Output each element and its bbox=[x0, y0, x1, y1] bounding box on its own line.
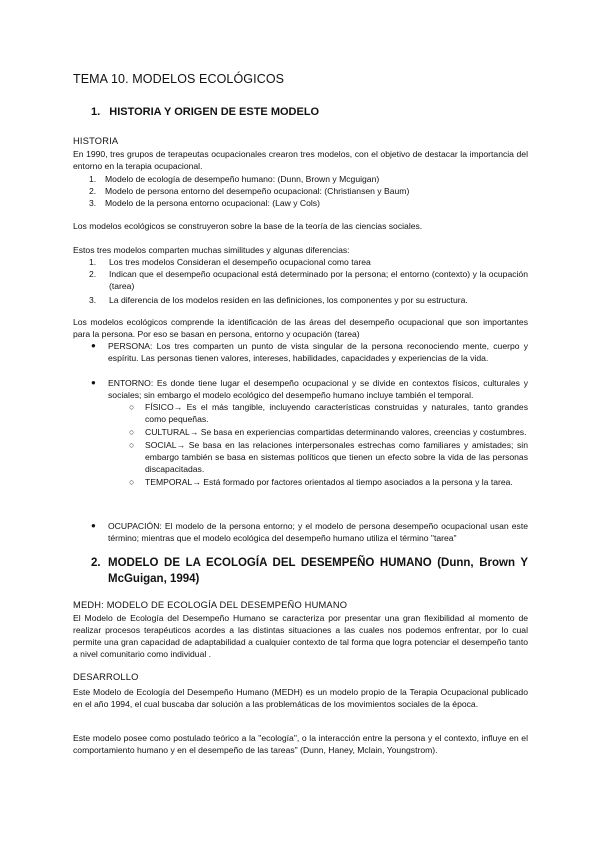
list-item bbox=[89, 185, 528, 197]
list-number: 3. bbox=[89, 198, 97, 208]
list-text: CULTURAL→ Se basa en experiencias compartidas determinando valores, creencias y costumbres. bbox=[145, 427, 527, 437]
desarrollo-label: DESARROLLO bbox=[73, 672, 139, 682]
list-item bbox=[89, 268, 528, 292]
list-text: FÍSICO→ Es el más tangible, incluyendo características construidas y naturales, tanto grandes como pequeñas. bbox=[145, 402, 528, 424]
list-text: Los tres modelos Consideran el desempeño ocupacional como tarea bbox=[109, 257, 371, 267]
medh-paragraph: El Modelo de Ecología del Desempeño Humano se caracteriza por presentar una gran flexibilidad al momento de realizar procesos terapéuticos acordes a las distintas situaciones a las cuales nos podemos enfrentar, por lo cual permite una gran capacidad de adaptabilidad a cualquier contexto de tal forma que logra potenciar el desempeño tanto a nivel comunitario como individual . bbox=[73, 613, 528, 659]
areas-paragraph: Los modelos ecológicos comprende la identificación de las áreas del desempeño ocupacional que son importantes para la persona. Por eso se basan en persona, entorno y ocupación (tarea) bbox=[73, 317, 528, 339]
section-2-heading bbox=[91, 555, 528, 587]
similarities-intro: Estos tres modelos comparten muchas similitudes y algunas diferencias: bbox=[73, 245, 350, 255]
list-number: 3. bbox=[89, 295, 97, 305]
contexts-list bbox=[129, 401, 528, 488]
list-item bbox=[89, 256, 528, 268]
section-1-heading bbox=[91, 106, 319, 118]
entorno-item: ENTORNO: Es donde tiene lugar el desempeño ocupacional y se divide en contextos físicos, culturales y sociales; sin embargo el modelo ecológico del desempeño humano incluye también el temporal. bbox=[108, 378, 528, 400]
list-text: La diferencia de los modelos residen en las definiciones, los componentes y por su estructura. bbox=[109, 295, 468, 305]
similarities-list bbox=[89, 256, 528, 306]
bullet-icon: ● bbox=[91, 341, 96, 350]
document-title: TEMA 10. MODELOS ECOLÓGICOS bbox=[73, 72, 285, 86]
circle-bullet-icon: ○ bbox=[129, 402, 135, 412]
section-title: MODELO DE LA ECOLOGÍA DEL DESEMPEÑO HUMANO (Dunn, Brown Y McGuigan, 1994) bbox=[108, 557, 528, 585]
list-item bbox=[129, 439, 528, 475]
list-text: Modelo de ecología de desempeño humano: (Dunn, Brown y Mcguigan) bbox=[105, 174, 380, 184]
list-text: SOCIAL→ Se basa en las relaciones interpersonales estrechas como familiares y amistades; sin embargo también se basa en sistemas políticos que tienen un efecto sobre la vida de las personas discapacitadas. bbox=[145, 440, 528, 474]
historia-label: HISTORIA bbox=[73, 136, 119, 146]
circle-bullet-icon: ○ bbox=[129, 440, 135, 450]
medh-label: MEDH: MODELO DE ECOLOGÍA DEL DESEMPEÑO HUMANO bbox=[73, 600, 348, 610]
circle-bullet-icon: ○ bbox=[129, 427, 135, 437]
ocupacion-item: OCUPACIÓN: El modelo de la persona entorno; y el modelo de persona desempeño ocupacional usan este término; mientras que el modelo ecológica del desempeño humano utiliza el término "tarea" bbox=[108, 521, 528, 543]
models-list bbox=[89, 173, 528, 209]
list-number: 2. bbox=[89, 186, 97, 196]
list-text: Modelo de la persona entorno ocupacional: (Law y Cols) bbox=[105, 198, 320, 208]
section-number: 1. bbox=[91, 106, 101, 118]
list-number: 1. bbox=[89, 257, 97, 267]
list-text: Indican que el desempeño ocupacional está determinado por la persona; el entorno (contexto) y la ocupación (tarea) bbox=[109, 269, 528, 291]
list-item bbox=[129, 401, 528, 425]
section-title: HISTORIA Y ORIGEN DE ESTE MODELO bbox=[109, 106, 320, 118]
list-item bbox=[89, 294, 528, 306]
bullet-icon: ● bbox=[91, 378, 96, 387]
circle-bullet-icon: ○ bbox=[129, 477, 135, 487]
list-item bbox=[129, 426, 528, 438]
list-number: 2. bbox=[89, 269, 97, 279]
list-text: Modelo de persona entorno del desempeño ocupacional: (Christiansen y Baum) bbox=[105, 186, 410, 196]
section-number: 2. bbox=[91, 557, 101, 569]
list-item bbox=[89, 173, 528, 185]
persona-item: PERSONA: Los tres comparten un punto de vista singular de la persona reconociendo mente, cuerpo y espíritu. Las personas tienen valores, intereses, habilidades, capacidades y experiencias de la vida. bbox=[108, 341, 528, 363]
base-paragraph: Los modelos ecológicos se construyeron sobre la base de la teoría de las ciencias sociales. bbox=[73, 221, 423, 231]
desarrollo-paragraph: Este Modelo de Ecología del Desempeño Humano (MEDH) es un modelo propio de la Terapia Ocupacional publicado en el año 1994, el cual buscaba dar solución a las problemáticas de los movimientos sociales de la época. bbox=[73, 687, 528, 709]
list-item bbox=[89, 197, 528, 209]
postulado-paragraph: Este modelo posee como postulado teórico a la "ecología", o la interacción entre la persona y el contexto, influye en el comportamiento humano y en el desempeño de las tareas" (Dunn, Haney, Mclain, Youngstrom). bbox=[73, 733, 528, 755]
intro-paragraph: En 1990, tres grupos de terapeutas ocupacionales crearon tres modelos, con el objetivo de destacar la importancia del entorno en la terapia ocupacional. bbox=[73, 149, 528, 171]
list-item bbox=[129, 476, 528, 488]
list-number: 1. bbox=[89, 174, 97, 184]
bullet-icon: ● bbox=[91, 521, 96, 530]
list-text: TEMPORAL→ Está formado por factores orientados al tiempo asociados a la persona y la tarea. bbox=[145, 477, 513, 487]
